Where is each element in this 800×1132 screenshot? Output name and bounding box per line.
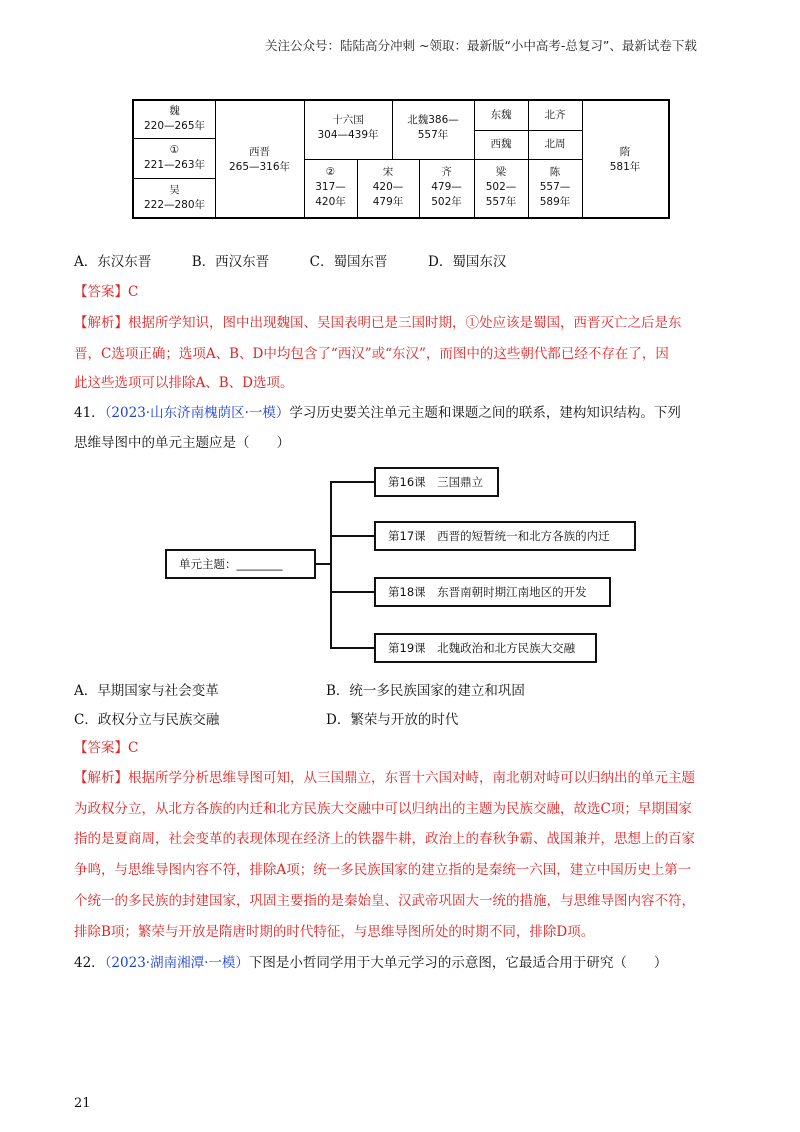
q41-number: 41． [74, 405, 105, 421]
cell-wu: 吴 222—280年 [143, 184, 206, 211]
cell-liang: 梁 502— 557年 [485, 166, 517, 208]
q41-answer: 【答案】C [74, 740, 139, 756]
cell-shiliuguo: 十六国 304—439年 [317, 114, 379, 141]
cell-xiwei: 西魏 [490, 138, 512, 150]
mindmap-connector [330, 591, 374, 593]
page-number: 21 [74, 1096, 91, 1111]
table-divider [474, 130, 582, 131]
cell-wei: 魏 220—265年 [143, 105, 206, 132]
q41-analysis-line: 争鸣，与思维导图内容不符，排除A项；统一多民族国家的建立指的是秦统一六国，建立中国历史上第一 [74, 862, 692, 878]
q41-analysis-line: 个统一的多民族的封建国家，巩固主要指的是秦始皇、汉武帝巩固大一统的措施，与思维导图内容不符， [74, 893, 695, 909]
q42-stem [74, 950, 667, 977]
q42-number: 42． [74, 955, 105, 971]
cell-chen: 陈 557— 589年 [539, 166, 571, 208]
q41-stem [74, 400, 681, 427]
q41-analysis-line: 指的是夏商周，社会变革的表现体现在经济上的铁器牛耕，政治上的春秋争霸、战国兼并，思想上的百家 [74, 831, 695, 847]
q42-source: （2023·湖南湘潭·一模） [104, 955, 249, 971]
q40-answer: 【答案】C [74, 284, 139, 300]
q42-stem-text: 下图是小哲同学用于大单元学习的示意图，它最适合用于研究（ ） [248, 955, 668, 971]
table-divider [304, 159, 474, 160]
header-note: 关注公众号：陆陆高分冲刺 ~领取：最新版“小中高考-总复习”、最新试卷下载 [265, 38, 697, 53]
q40-analysis-line: 此这些选项可以排除A、B、D选项。 [74, 375, 294, 391]
q41-option-d: D．繁荣与开放的时代 [326, 712, 459, 728]
mindmap-lesson-16: 第16课 三国鼎立 [374, 467, 499, 497]
q41-option-b: B．统一多民族国家的建立和巩固 [326, 683, 525, 699]
cell-xijin: 西晋 265—316年 [228, 146, 291, 173]
mindmap-root: 单元主题：________ [165, 549, 316, 579]
cell-song: 宋 420— 479年 [372, 166, 404, 208]
cell-qi: 齐 479— 502年 [431, 166, 462, 208]
mindmap-connector [330, 647, 374, 649]
q40-options: A．东汉东晋 B．西汉东晋 C．蜀国东晋 D．蜀国东汉 [74, 254, 507, 270]
cell-beiqi: 北齐 [544, 109, 566, 121]
q41-analysis-line: 为政权分立，从北方各族的内迁和北方民族大交融中可以归纳出的主题为民族交融，故选C项；早期国家 [74, 801, 692, 817]
cell-beizhou: 北周 [544, 138, 566, 150]
q41-source: （2023·山东济南槐荫区·一模） [104, 405, 290, 421]
cell-circle1: ① 221—263年 [143, 144, 206, 171]
q41-option-c: C．政权分立与民族交融 [74, 712, 220, 728]
q41-analysis-line: 排除B项；繁荣与开放是隋唐时期的时代特征，与思维导图所处的时期不同，排除D项。 [74, 924, 595, 940]
table-divider [134, 138, 215, 139]
cell-dongwei: 东魏 [490, 109, 512, 121]
mindmap-lesson-19: 第19课 北魏政治和北方民族大交融 [374, 633, 597, 663]
mindmap-lesson-17: 第17课 西晋的短暂统一和北方各族的内迁 [374, 521, 636, 551]
q40-analysis-line: 【解析】根据所学知识，图中出现魏国、吴国表明已是三国时期，①处应该是蜀国，西晋灭亡之后是东 [74, 315, 682, 331]
q41-stem-text: 学习历史要关注单元主题和课题之间的联系，建构知识结构。下列 [289, 405, 681, 421]
q41-stem-line-2: 思维导图中的单元主题应是（ ） [74, 435, 290, 451]
q41-option-a: A．早期国家与社会变革 [74, 683, 219, 699]
period-table [132, 99, 670, 219]
mindmap-connector [316, 563, 331, 565]
mindmap-connector [330, 535, 374, 537]
mindmap-connector [330, 481, 332, 649]
cell-beiwei: 北魏386— 557年 [407, 114, 459, 141]
cell-sui: 隋 581年 [609, 146, 641, 173]
q41-analysis-line: 【解析】根据所学分析思维导图可知，从三国鼎立，东晋十六国对峙，南北朝对峙可以归纳出的单元主题 [74, 770, 695, 786]
cell-circle2: ② 317— 420年 [315, 166, 346, 208]
table-divider [474, 159, 582, 160]
q40-analysis-line: 晋，C选项正确；选项A、B、D中均包含了“西汉”或“东汉”，而图中的这些朝代都已经不存在了，因 [74, 346, 669, 362]
table-divider [134, 178, 215, 179]
mindmap-connector [330, 481, 374, 483]
mindmap-lesson-18: 第18课 东晋南朝时期江南地区的开发 [374, 577, 611, 607]
